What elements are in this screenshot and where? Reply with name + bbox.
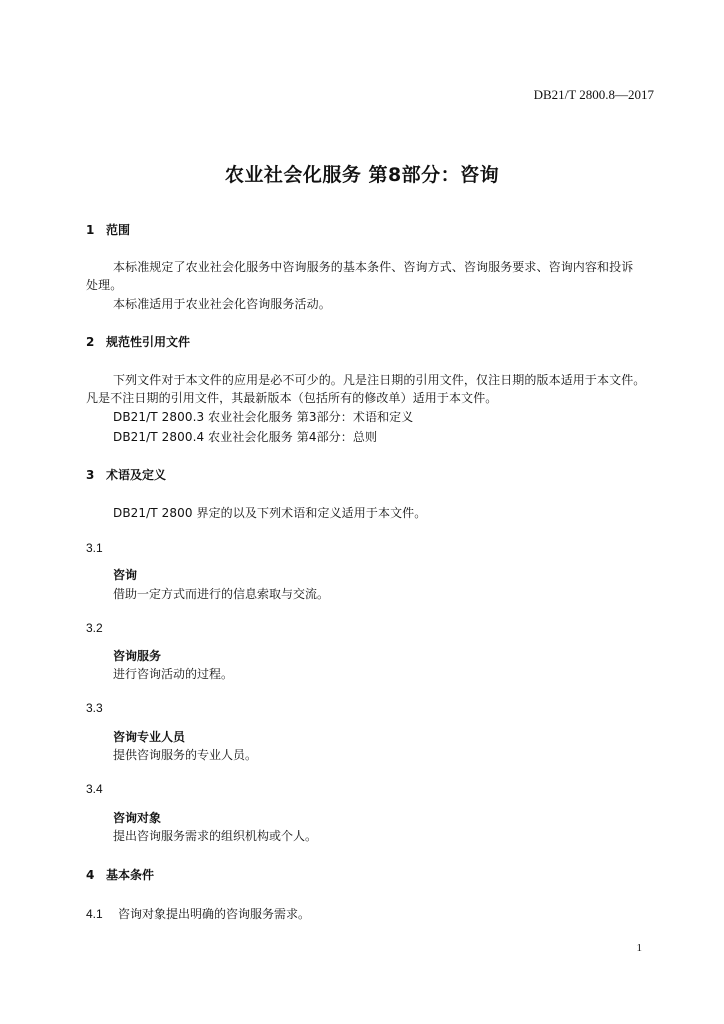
section-title: 基本条件	[106, 868, 155, 882]
term-number: 3.2	[86, 621, 103, 635]
term-number: 3.3	[86, 701, 103, 715]
section-number: 3	[86, 468, 95, 482]
clause-4-1	[86, 905, 310, 922]
section-number: 2	[86, 335, 95, 349]
section-title: 范围	[106, 223, 131, 237]
term-definition: 提供咨询服务的专业人员。	[113, 748, 258, 762]
section-2-paragraph-line-1: 下列文件对于本文件的应用是必不可少的。凡是注日期的引用文件，仅注日期的版本适用于本文件。	[113, 373, 646, 387]
section-1-paragraph-2: 本标准适用于农业社会化咨询服务活动。	[113, 297, 331, 311]
term-number: 3.4	[86, 782, 103, 796]
term-name: 咨询对象	[113, 811, 162, 825]
term-number: 3.1	[86, 541, 103, 555]
section-1-paragraph-1-line-1: 本标准规定了农业社会化服务中咨询服务的基本条件、咨询方式、咨询服务要求、咨询内容和投诉	[113, 260, 634, 274]
term-name: 咨询专业人员	[113, 730, 186, 744]
section-1-paragraph-1-line-2: 处理。	[86, 278, 123, 292]
section-number: 4	[86, 868, 95, 882]
term-definition: 借助一定方式而进行的信息索取与交流。	[113, 587, 330, 601]
clause-number: 4.1	[86, 907, 103, 921]
document-title: 农业社会化服务 第8部分：咨询	[224, 164, 500, 186]
section-number: 1	[86, 223, 95, 237]
term-definition: 提出咨询服务需求的组织机构或个人。	[113, 829, 318, 843]
term-name: 咨询服务	[113, 649, 162, 663]
section-title: 规范性引用文件	[106, 335, 191, 349]
clause-text: 咨询对象提出明确的咨询服务需求。	[118, 907, 311, 921]
section-3-intro: DB21/T 2800 界定的以及下列术语和定义适用于本文件。	[113, 506, 427, 520]
section-2-paragraph-line-2: 凡是不注日期的引用文件，其最新版本（包括所有的修改单）适用于本文件。	[86, 391, 498, 405]
page-number: 1	[636, 942, 642, 954]
section-4-heading	[86, 866, 154, 883]
normative-reference-2: DB21/T 2800.4 农业社会化服务 第4部分：总则	[113, 430, 378, 444]
section-3-heading	[86, 466, 166, 483]
section-title: 术语及定义	[106, 468, 167, 482]
term-definition: 进行咨询活动的过程。	[113, 667, 234, 681]
section-2-heading	[86, 333, 190, 350]
section-1-heading	[86, 221, 130, 238]
normative-reference-1: DB21/T 2800.3 农业社会化服务 第3部分：术语和定义	[113, 410, 414, 424]
standard-code: DB21/T 2800.8—2017	[533, 87, 654, 102]
term-name: 咨询	[113, 568, 138, 582]
